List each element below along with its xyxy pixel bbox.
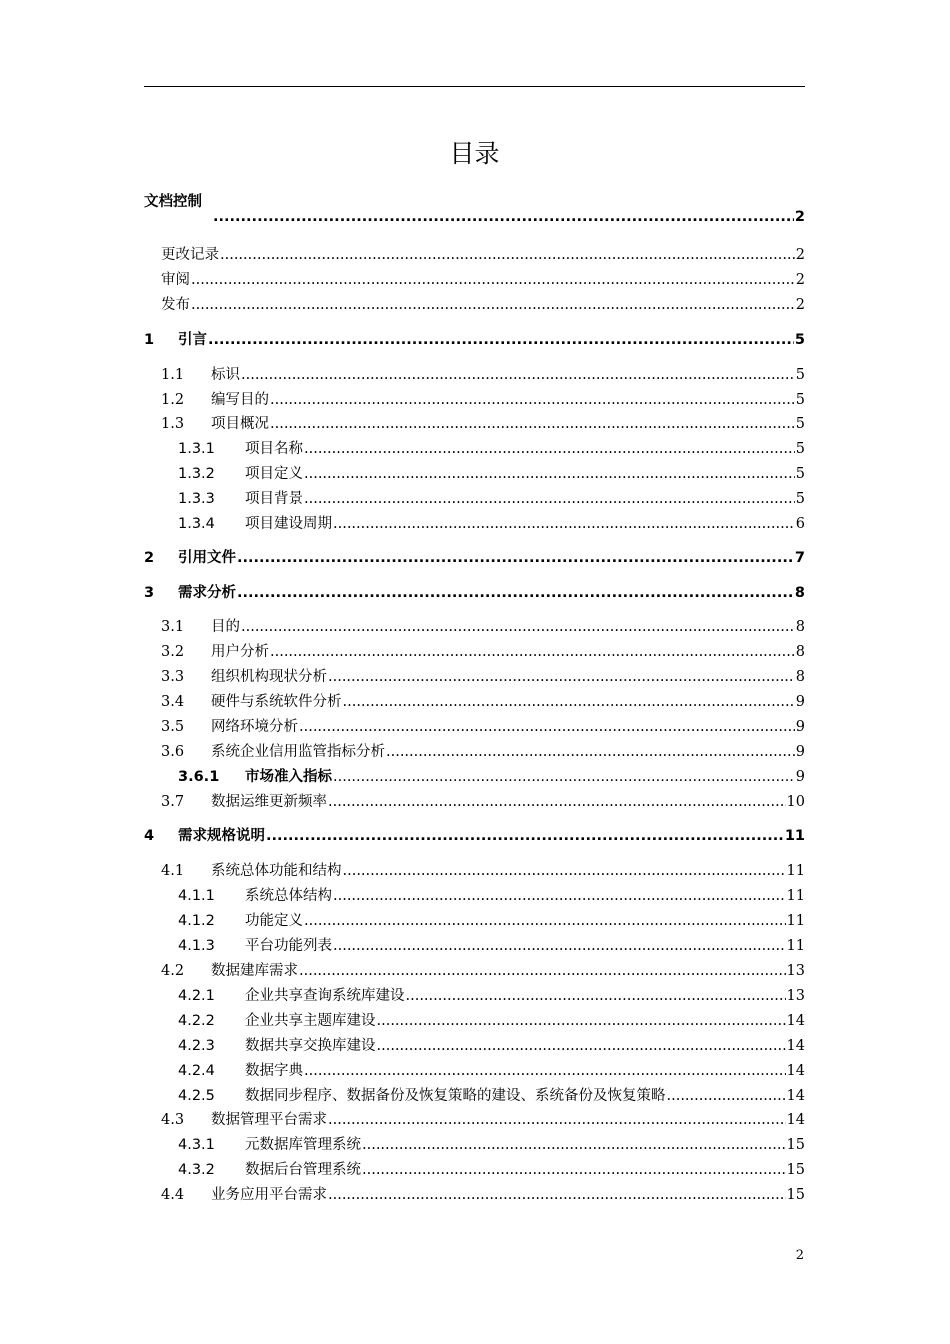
dot-leader <box>328 1109 786 1131</box>
toc-entry[interactable] <box>161 691 805 713</box>
dot-leader <box>241 364 795 386</box>
toc-entry[interactable] <box>178 463 805 485</box>
dot-leader <box>328 791 786 813</box>
dot-leader <box>270 389 795 411</box>
toc-page-number: 2 <box>795 297 805 313</box>
dot-leader <box>304 488 795 510</box>
toc-entry-number: 3.1 <box>161 619 185 635</box>
toc-page-number: 6 <box>795 516 805 532</box>
dot-leader <box>333 766 795 788</box>
dot-leader <box>208 329 794 351</box>
toc-page-number: 9 <box>795 719 805 735</box>
dot-leader <box>237 547 794 569</box>
toc-entry[interactable] <box>178 985 805 1007</box>
dot-leader <box>333 513 795 535</box>
dot-leader <box>299 716 795 738</box>
toc-entry[interactable] <box>161 716 805 738</box>
dot-leader <box>328 1184 786 1206</box>
toc-page-number: 11 <box>786 863 805 879</box>
toc-entry-number: 3 <box>144 585 155 601</box>
dot-leader <box>304 1060 786 1082</box>
toc-entry-text: 数据建库需求 <box>211 963 298 979</box>
toc-entry[interactable] <box>161 244 805 266</box>
toc-entry-number: 3.6.1 <box>178 769 220 785</box>
toc-entry-number: 4.1 <box>161 863 185 879</box>
toc-entry-number: 3.2 <box>161 644 185 660</box>
toc-entry[interactable] <box>178 910 805 932</box>
toc-page-number: 7 <box>794 550 805 566</box>
toc-entry[interactable] <box>178 1060 805 1082</box>
toc-entry-number: 3.5 <box>161 719 185 735</box>
toc-entry[interactable] <box>161 616 805 638</box>
toc-entry[interactable] <box>144 547 805 569</box>
toc-entry-text: 数据管理平台需求 <box>211 1112 327 1128</box>
toc-entry-number: 4.2.5 <box>178 1088 215 1104</box>
toc-entry-number: 4.3.2 <box>178 1162 215 1178</box>
dot-leader <box>270 641 795 663</box>
toc-entry-number: 1.2 <box>161 392 185 408</box>
toc-page-number: 15 <box>786 1137 805 1153</box>
toc-entry[interactable] <box>161 960 805 982</box>
dot-leader <box>304 438 795 460</box>
dot-leader <box>299 960 786 982</box>
toc-entry-number: 4.2.4 <box>178 1063 215 1079</box>
toc-entry-text: 功能定义 <box>245 913 303 929</box>
toc-entry-number: 4.3 <box>161 1112 185 1128</box>
toc-entry[interactable] <box>161 364 805 386</box>
toc-page-number: 11 <box>786 938 805 954</box>
toc-entry-text: 系统总体结构 <box>245 888 332 904</box>
toc-entry-number: 1.1 <box>161 367 185 383</box>
toc-entry-text: 编写目的 <box>211 392 269 408</box>
toc-entry-text: 平台功能列表 <box>245 938 332 954</box>
footer-page-number: 2 <box>795 1248 804 1263</box>
toc-entry-text: 项目定义 <box>245 466 303 482</box>
dot-leader <box>328 666 795 688</box>
toc-entry-number: 1 <box>144 332 155 348</box>
toc-entry-text: 市场准入指标 <box>245 769 332 785</box>
toc-entry-number: 1.3.3 <box>178 491 215 507</box>
toc-page-number: 2 <box>794 209 805 225</box>
toc-entry[interactable] <box>161 860 805 882</box>
toc-page-number: 11 <box>786 913 805 929</box>
toc-entry[interactable] <box>178 1085 805 1107</box>
toc-entry[interactable] <box>161 269 805 291</box>
toc-entry-text: 更改记录 <box>161 247 219 263</box>
toc-entry-number: 1.3.1 <box>178 441 215 457</box>
toc-entry-number: 4.2.2 <box>178 1013 215 1029</box>
toc-page-number: 14 <box>786 1063 805 1079</box>
toc-entry-number: 2 <box>144 550 155 566</box>
toc-page-number: 11 <box>784 828 805 844</box>
toc-page-number: 2 <box>795 272 805 288</box>
toc-page-number: 2 <box>795 247 805 263</box>
toc-entry[interactable] <box>144 582 805 604</box>
dot-leader <box>333 885 786 907</box>
toc-page-number: 13 <box>786 963 805 979</box>
toc-entry-number: 4.1.1 <box>178 888 215 904</box>
toc-entry[interactable] <box>161 641 805 663</box>
toc-entry-number: 3.7 <box>161 794 185 810</box>
toc-entry[interactable] <box>178 1159 805 1181</box>
toc-entry-text: 数据后台管理系统 <box>245 1162 361 1178</box>
toc-entry-text: 需求分析 <box>178 585 236 601</box>
toc-page-number: 8 <box>795 669 805 685</box>
toc-entry[interactable] <box>161 294 805 316</box>
toc-entry-text: 引用文件 <box>178 550 236 566</box>
toc-entry-text: 系统企业信用监管指标分析 <box>211 744 385 760</box>
toc-entry-text: 元数据库管理系统 <box>245 1137 361 1153</box>
dot-leader <box>667 1085 786 1107</box>
toc-page-number: 8 <box>795 619 805 635</box>
toc-page-number: 5 <box>795 466 805 482</box>
toc-page-number: 5 <box>795 392 805 408</box>
dot-leader <box>266 825 784 847</box>
toc-page-number: 15 <box>786 1162 805 1178</box>
toc-entry-text: 网络环境分析 <box>211 719 298 735</box>
toc-entry-text: 企业共享主题库建设 <box>245 1013 376 1029</box>
toc-entry-number: 4.2.3 <box>178 1038 215 1054</box>
toc-entry-number: 4.4 <box>161 1187 185 1203</box>
toc-entry-text: 硬件与系统软件分析 <box>211 694 342 710</box>
toc-entry[interactable] <box>178 488 805 510</box>
toc-entry-number: 4.2.1 <box>178 988 215 1004</box>
dot-leader <box>241 616 795 638</box>
toc-entry-number: 4 <box>144 828 155 844</box>
toc-entry-number: 3.4 <box>161 694 185 710</box>
toc-entry-text: 引言 <box>178 332 207 348</box>
toc-entry-text: 目的 <box>211 619 240 635</box>
header-rule <box>144 86 805 87</box>
toc-entry-text: 项目概况 <box>211 416 269 432</box>
toc-page-number: 8 <box>794 585 805 601</box>
toc-page-number: 13 <box>786 988 805 1004</box>
dot-leader <box>377 1035 786 1057</box>
dot-leader <box>343 860 786 882</box>
toc-entry-text: 用户分析 <box>211 644 269 660</box>
dot-leader <box>304 910 786 932</box>
toc-entry-text: 数据字典 <box>245 1063 303 1079</box>
toc-page-number: 5 <box>794 332 805 348</box>
toc-entry-text: 项目名称 <box>245 441 303 457</box>
toc-entry-text: 发布 <box>161 297 190 313</box>
toc-entry-doc-control-leader[interactable] <box>212 206 805 228</box>
toc-entry-text: 项目建设周期 <box>245 516 332 532</box>
dot-leader <box>362 1159 786 1181</box>
page-title: 目录 <box>449 139 500 168</box>
toc-entry-number: 4.1.3 <box>178 938 215 954</box>
toc-page-number: 14 <box>786 1112 805 1128</box>
toc-entry-number: 1.3.2 <box>178 466 215 482</box>
toc-page-number: 14 <box>786 1038 805 1054</box>
dot-leader <box>406 985 786 1007</box>
toc-entry-number: 4.2 <box>161 963 185 979</box>
toc-entry[interactable] <box>178 885 805 907</box>
dot-leader <box>191 269 795 291</box>
toc-entry-text: 组织机构现状分析 <box>211 669 327 685</box>
dot-leader <box>333 935 786 957</box>
toc-entry[interactable] <box>178 513 805 535</box>
toc-entry-text: 企业共享查询系统库建设 <box>245 988 405 1004</box>
toc-entry-text: 业务应用平台需求 <box>211 1187 327 1203</box>
dot-leader <box>362 1134 786 1156</box>
toc-entry-number: 1.3.4 <box>178 516 215 532</box>
toc-entry-number: 4.3.1 <box>178 1137 215 1153</box>
toc-entry[interactable] <box>144 329 805 351</box>
toc-page-number: 10 <box>786 794 805 810</box>
toc-entry-text: 标识 <box>211 367 240 383</box>
toc-entry[interactable] <box>161 1109 805 1131</box>
dot-leader <box>237 582 794 604</box>
toc-page-number: 11 <box>786 888 805 904</box>
toc-entry[interactable] <box>161 741 805 763</box>
toc-entry[interactable] <box>161 389 805 411</box>
toc-page-number: 5 <box>795 416 805 432</box>
toc-page-number: 5 <box>795 367 805 383</box>
dot-leader <box>191 294 795 316</box>
toc-entry[interactable] <box>161 1184 805 1206</box>
toc-page-number: 15 <box>786 1187 805 1203</box>
toc-page-number: 5 <box>795 491 805 507</box>
dot-leader <box>213 206 794 228</box>
toc-entry-text: 系统总体功能和结构 <box>211 863 342 879</box>
toc-entry[interactable] <box>178 1010 805 1032</box>
toc-page-number: 9 <box>795 744 805 760</box>
toc-entry[interactable] <box>144 825 805 847</box>
dot-leader <box>377 1010 786 1032</box>
dot-leader <box>270 413 795 435</box>
toc-entry[interactable] <box>161 666 805 688</box>
toc-page-number: 9 <box>795 694 805 710</box>
toc-entry[interactable] <box>178 1134 805 1156</box>
toc-page-number: 9 <box>795 769 805 785</box>
toc-entry-text: 项目背景 <box>245 491 303 507</box>
toc-entry-text: 数据共享交换库建设 <box>245 1038 376 1054</box>
toc-entry[interactable] <box>178 766 805 788</box>
toc-entry[interactable] <box>178 1035 805 1057</box>
dot-leader <box>343 691 795 713</box>
toc-entry-text: 审阅 <box>161 272 190 288</box>
toc-entry-text: 数据运维更新频率 <box>211 794 327 810</box>
dot-leader <box>304 463 795 485</box>
toc-page-number: 5 <box>795 441 805 457</box>
toc-entry-number: 4.1.2 <box>178 913 215 929</box>
toc-entry-number: 3.3 <box>161 669 185 685</box>
toc-entry-text: 数据同步程序、数据备份及恢复策略的建设、系统备份及恢复策略 <box>245 1088 666 1104</box>
toc-entry-number: 3.6 <box>161 744 185 760</box>
toc-page-number: 14 <box>786 1013 805 1029</box>
toc-entry[interactable] <box>161 791 805 813</box>
dot-leader <box>386 741 795 763</box>
toc-entry-doc-control-label[interactable]: 文档控制 <box>144 194 202 210</box>
toc-entry[interactable] <box>161 413 805 435</box>
toc-entry-number: 1.3 <box>161 416 185 432</box>
toc-page-number: 8 <box>795 644 805 660</box>
toc-entry[interactable] <box>178 935 805 957</box>
toc-entry-text: 需求规格说明 <box>178 828 265 844</box>
dot-leader <box>220 244 795 266</box>
toc-page-number: 14 <box>786 1088 805 1104</box>
toc-entry[interactable] <box>178 438 805 460</box>
